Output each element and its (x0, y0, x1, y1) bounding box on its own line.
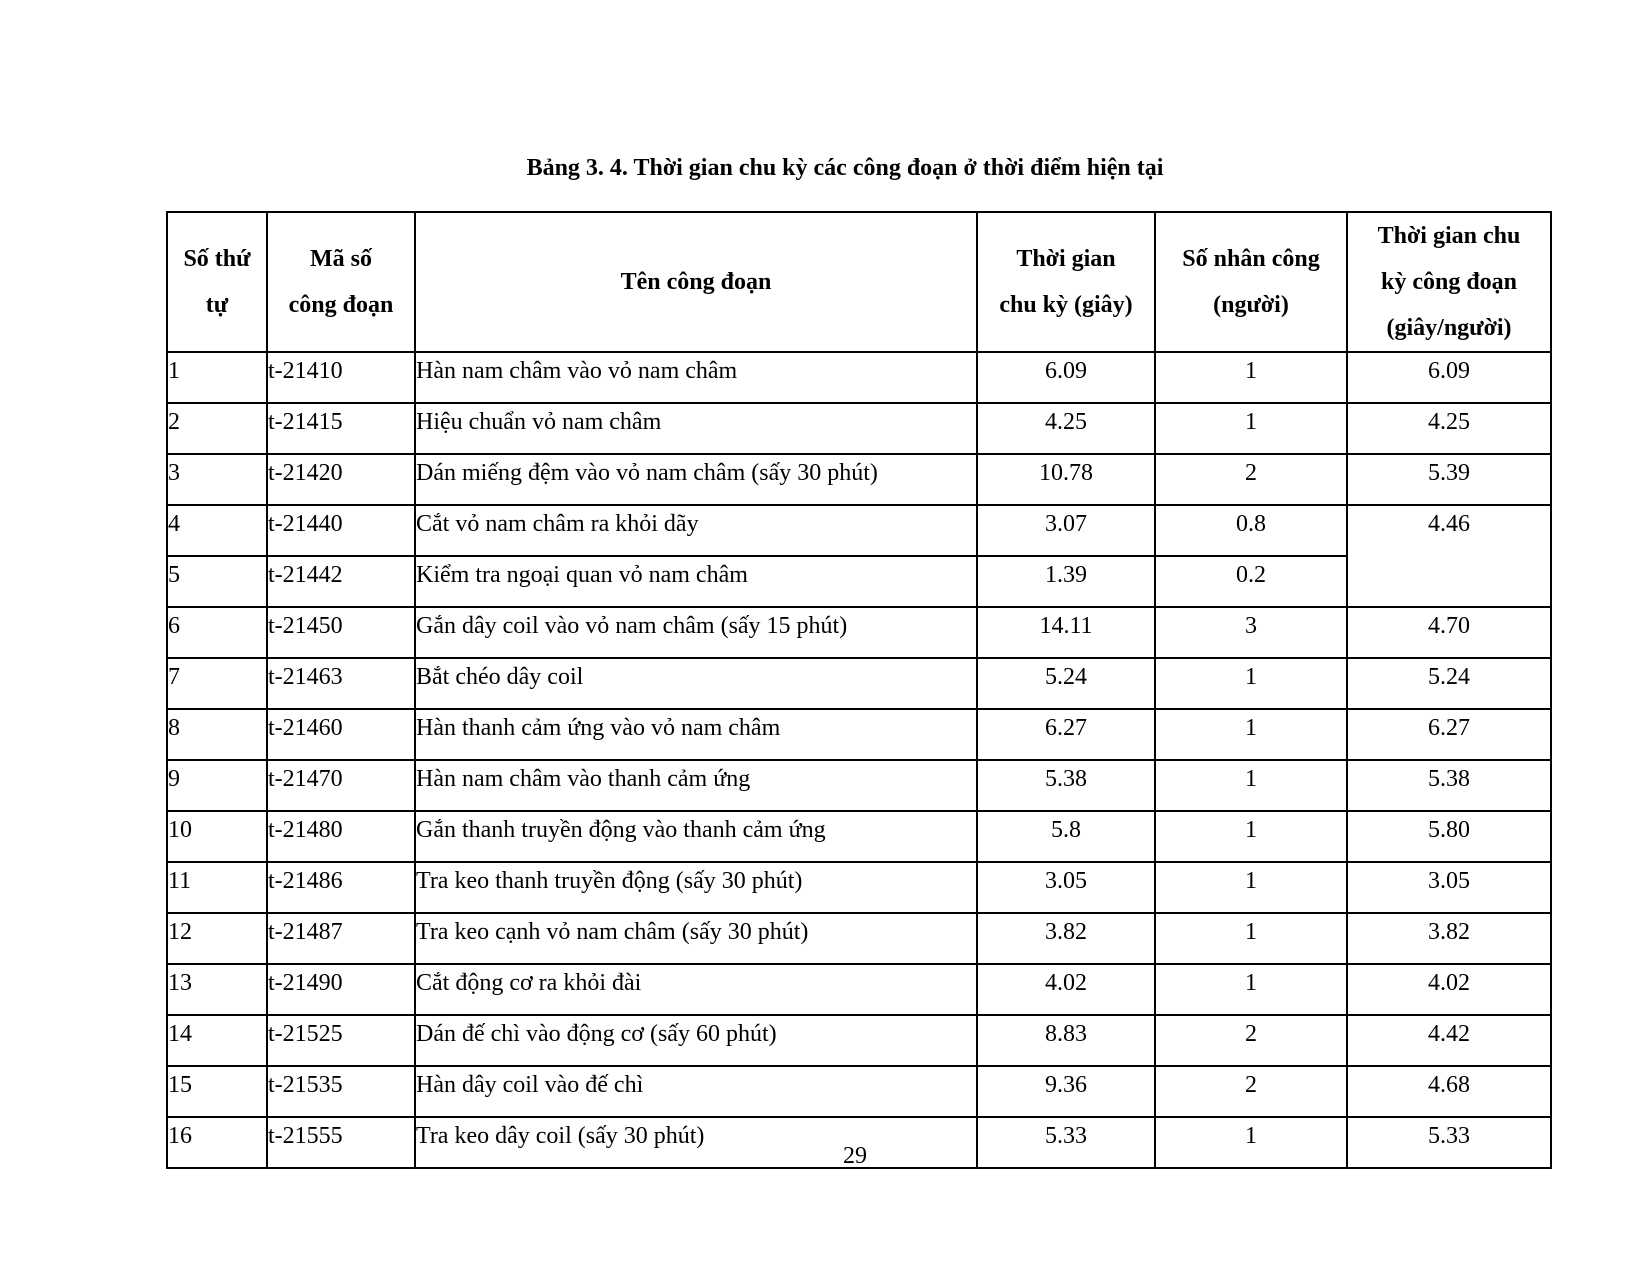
cell-cycle: 3.05 (977, 862, 1155, 913)
cell-code: t-21410 (267, 352, 415, 403)
cycle-time-table (166, 211, 1552, 1169)
cell-code: t-21420 (267, 454, 415, 505)
cell-per-worker: 5.38 (1347, 760, 1551, 811)
table-caption: Bảng 3. 4. Thời gian chu kỳ các công đoạn ở thời điểm hiện tại (526, 155, 1164, 181)
cell-workers: 3 (1155, 607, 1347, 658)
page-number: 29 (843, 1143, 867, 1169)
cell-name: Tra keo cạnh vỏ nam châm (sấy 30 phút) (415, 913, 977, 964)
cell-per-worker: 3.05 (1347, 862, 1551, 913)
cell-code: t-21450 (267, 607, 415, 658)
table-row (167, 862, 1551, 913)
cell-code: t-21440 (267, 505, 415, 556)
table-row (167, 1015, 1551, 1066)
cell-code: t-21460 (267, 709, 415, 760)
cell-cycle: 5.24 (977, 658, 1155, 709)
cell-per-worker: 3.82 (1347, 913, 1551, 964)
cell-name: Cắt động cơ ra khỏi đài (415, 964, 977, 1015)
cell-name: Hiệu chuẩn vỏ nam châm (415, 403, 977, 454)
cell-workers: 2 (1155, 1066, 1347, 1117)
cell-code: t-21490 (267, 964, 415, 1015)
cell-workers: 0.8 (1155, 505, 1347, 556)
table-row (167, 913, 1551, 964)
cell-code: t-21535 (267, 1066, 415, 1117)
table-row (167, 403, 1551, 454)
cell-name: Hàn thanh cảm ứng vào vỏ nam châm (415, 709, 977, 760)
cell-name: Hàn nam châm vào vỏ nam châm (415, 352, 977, 403)
header-cycle-time (977, 212, 1155, 352)
cell-name: Hàn dây coil vào đế chì (415, 1066, 977, 1117)
cell-per-worker: 4.70 (1347, 607, 1551, 658)
cell-stt: 6 (167, 607, 267, 658)
header-stt-line1: Số thứ (183, 246, 251, 272)
cell-name: Kiểm tra ngoại quan vỏ nam châm (415, 556, 977, 607)
cell-per-worker: 5.33 (1347, 1117, 1551, 1168)
cell-code: t-21487 (267, 913, 415, 964)
cell-workers: 1 (1155, 760, 1347, 811)
cell-cycle: 3.07 (977, 505, 1155, 556)
table-row (167, 352, 1551, 403)
cell-name: Cắt vỏ nam châm ra khỏi dãy (415, 505, 977, 556)
cell-per-worker: 4.02 (1347, 964, 1551, 1015)
cell-workers: 2 (1155, 454, 1347, 505)
cell-workers: 1 (1155, 709, 1347, 760)
cell-stt: 5 (167, 556, 267, 607)
cell-stt: 11 (167, 862, 267, 913)
header-cycle-line2: chu kỳ (giây) (999, 292, 1133, 318)
cell-per-worker: 5.80 (1347, 811, 1551, 862)
cell-cycle: 3.82 (977, 913, 1155, 964)
cell-stt: 4 (167, 505, 267, 556)
cell-per-worker: 4.68 (1347, 1066, 1551, 1117)
header-workers (1155, 212, 1347, 352)
header-stt-line2: tự (205, 292, 229, 318)
cell-cycle: 14.11 (977, 607, 1155, 658)
cell-stt: 12 (167, 913, 267, 964)
cell-stt: 10 (167, 811, 267, 862)
cell-name: Hàn nam châm vào thanh cảm ứng (415, 760, 977, 811)
cell-stt: 7 (167, 658, 267, 709)
header-stt (167, 212, 267, 352)
cell-cycle: 6.27 (977, 709, 1155, 760)
cell-name: Tra keo thanh truyền động (sấy 30 phút) (415, 862, 977, 913)
table-row (167, 556, 1551, 607)
table-row (167, 454, 1551, 505)
table-row (167, 1066, 1551, 1117)
cell-name: Bắt chéo dây coil (415, 658, 977, 709)
cell-per-worker-merged: 4.46 (1347, 505, 1551, 607)
cell-per-worker: 4.42 (1347, 1015, 1551, 1066)
cell-cycle: 5.8 (977, 811, 1155, 862)
table-row (167, 658, 1551, 709)
cell-workers: 1 (1155, 403, 1347, 454)
cell-per-worker: 4.25 (1347, 403, 1551, 454)
table-row (167, 505, 1551, 556)
cell-per-worker: 6.27 (1347, 709, 1551, 760)
cell-code: t-21480 (267, 811, 415, 862)
header-workers-line2: (người) (1213, 292, 1289, 318)
header-name (415, 212, 977, 352)
cell-per-worker: 5.39 (1347, 454, 1551, 505)
table-header-row (167, 212, 1551, 352)
cell-code: t-21555 (267, 1117, 415, 1168)
cell-workers: 0.2 (1155, 556, 1347, 607)
cell-workers: 1 (1155, 1117, 1347, 1168)
cell-stt: 8 (167, 709, 267, 760)
cell-per-worker: 5.24 (1347, 658, 1551, 709)
header-code-line1: Mã số (310, 246, 372, 272)
cell-workers: 1 (1155, 862, 1347, 913)
cell-workers: 1 (1155, 964, 1347, 1015)
cell-workers: 1 (1155, 658, 1347, 709)
cell-stt: 15 (167, 1066, 267, 1117)
cell-per-worker: 6.09 (1347, 352, 1551, 403)
cell-cycle: 4.02 (977, 964, 1155, 1015)
header-per-line1: Thời gian chu (1377, 223, 1521, 249)
header-cycle-line1: Thời gian (1016, 246, 1116, 272)
header-code (267, 212, 415, 352)
cell-stt: 3 (167, 454, 267, 505)
cell-cycle: 6.09 (977, 352, 1155, 403)
cell-code: t-21525 (267, 1015, 415, 1066)
cell-name: Dán miếng đệm vào vỏ nam châm (sấy 30 phút) (415, 454, 977, 505)
header-per-worker (1347, 212, 1551, 352)
cell-stt: 16 (167, 1117, 267, 1168)
table-row (167, 760, 1551, 811)
cell-name: Tra keo dây coil (sấy 30 phút) (415, 1117, 977, 1168)
cell-workers: 1 (1155, 913, 1347, 964)
cell-cycle: 5.38 (977, 760, 1155, 811)
cell-code: t-21415 (267, 403, 415, 454)
cell-code: t-21463 (267, 658, 415, 709)
header-per-line3: (giây/người) (1386, 315, 1512, 341)
cell-workers: 1 (1155, 352, 1347, 403)
cell-cycle: 5.33 (977, 1117, 1155, 1168)
table-row (167, 811, 1551, 862)
header-per-line2: kỳ công đoạn (1380, 269, 1518, 295)
cell-workers: 2 (1155, 1015, 1347, 1066)
table-row (167, 964, 1551, 1015)
cell-code: t-21470 (267, 760, 415, 811)
header-name-label: Tên công đoạn (620, 269, 772, 295)
cell-stt: 2 (167, 403, 267, 454)
cell-stt: 9 (167, 760, 267, 811)
cell-cycle: 10.78 (977, 454, 1155, 505)
header-workers-line1: Số nhân công (1182, 246, 1320, 272)
cell-code: t-21442 (267, 556, 415, 607)
cell-code: t-21486 (267, 862, 415, 913)
table-row (167, 709, 1551, 760)
cell-cycle: 9.36 (977, 1066, 1155, 1117)
table-row (167, 607, 1551, 658)
cell-stt: 14 (167, 1015, 267, 1066)
cell-cycle: 1.39 (977, 556, 1155, 607)
cell-stt: 1 (167, 352, 267, 403)
header-code-line2: công đoạn (288, 292, 394, 318)
cell-stt: 13 (167, 964, 267, 1015)
cell-name: Dán đế chì vào động cơ (sấy 60 phút) (415, 1015, 977, 1066)
cell-cycle: 4.25 (977, 403, 1155, 454)
cell-name: Gắn dây coil vào vỏ nam châm (sấy 15 phút) (415, 607, 977, 658)
cell-name: Gắn thanh truyền động vào thanh cảm ứng (415, 811, 977, 862)
cell-cycle: 8.83 (977, 1015, 1155, 1066)
cell-workers: 1 (1155, 811, 1347, 862)
